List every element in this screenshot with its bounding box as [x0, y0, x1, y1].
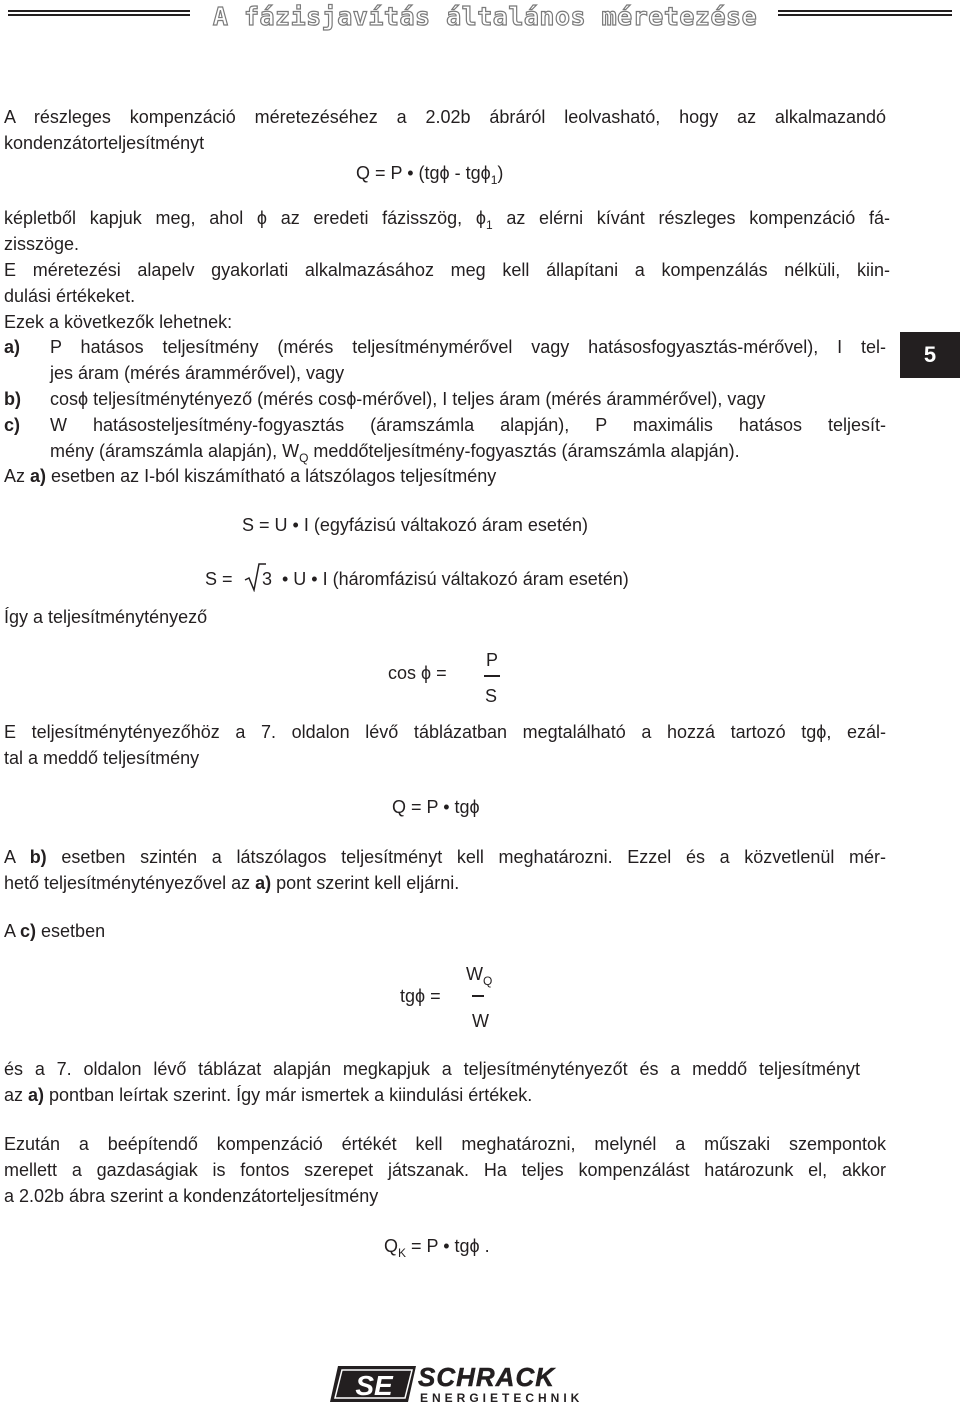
list-b-line-1: cosϕ teljesítménytényező (mérés cosϕ-mérővel), I teljes áram (mérés árammérővel), vagy [50, 389, 766, 409]
p1-line-2: kondenzátorteljesítményt [4, 133, 205, 153]
p1-line-1: A részleges kompenzáció méretezéséhez a 2.02b ábráról leolvasható, hogy az alkalmazandó [4, 107, 886, 127]
formula-three-phase-root: 3 [262, 569, 273, 589]
p6-line-1: A b) esetben szintén a látszólagos teljesítményt kell meghatározni. Ezzel és a közvetlenül mér- [4, 847, 887, 867]
formula-qk: $Q_K = P$ • tgϕ . [384, 1236, 490, 1260]
formula-three-phase-rhs: • U • I (háromfázisú váltakozó áram esetén) [282, 569, 629, 589]
formula-three-phase-lhs: S = [205, 569, 233, 589]
formula-tg-numerator: $W_Q$ [466, 964, 493, 988]
p2-line-3: E méretezési alapelv gyakorlati alkalmazásához meg kell állapítani a kompenzálás nélküli, kiin- [4, 260, 890, 280]
svg-text:SE: SE [355, 1370, 393, 1401]
p2-line-1: képletből kapjuk meg, ahol ϕ az eredeti fázisszög, $\phi_1$ az elérni kívánt részleges kompenzáció fá- [4, 208, 890, 232]
brand-name: SCHRACK [418, 1362, 555, 1392]
fraction-bar [472, 995, 484, 997]
p9-line-2: mellett a gazdaságiak is fontos szerepet játszanak. Ha teljes kompenzálást határozunk el, akkor [4, 1160, 886, 1180]
list-label-c: c) [4, 415, 21, 435]
page-header [0, 0, 960, 40]
brand-subtitle: ENERGIETECHNIK [420, 1391, 584, 1405]
p9-line-1: Ezután a beépítendő kompenzáció értékét kell meghatározni, melynél a műszaki szempontok [4, 1134, 886, 1154]
p5-line-2: tal a meddő teljesítmény [4, 748, 200, 768]
p8-line-2: az a) pontban leírtak szerint. Így már ismertek a kiindulási értékek. [4, 1085, 533, 1105]
formula-cos-numerator: P [486, 650, 499, 670]
list-a-line-2: jes áram (mérés árammérővel), vagy [50, 363, 345, 383]
p2-line-5: Ezek a következők lehetnek: [4, 312, 233, 332]
p3: Az a) esetben az I-ból kiszámítható a látszólagos teljesítmény [4, 466, 497, 486]
p4: Így a teljesítménytényező [4, 607, 208, 627]
list-c-line-1: W hatásosteljesítmény-fogyasztás (áramszámla alapján), P maximális hatásos teljesít- [50, 415, 886, 435]
formula-single-phase: S = U • I (egyfázisú váltakozó áram esetén) [242, 515, 588, 535]
header-rule-right [778, 10, 952, 16]
list-label-b: b) [4, 389, 21, 409]
fraction-bar [484, 675, 500, 677]
p6-line-2: hető teljesítménytényezővel az a) pont szerint kell eljárni. [4, 873, 460, 893]
formula-tg-denominator: W [472, 1011, 489, 1031]
header-rule-left [8, 10, 190, 16]
page-title: A fázisjavítás általános méretezése [212, 2, 758, 31]
p7: A c) esetben [4, 921, 106, 941]
p5-line-1: E teljesítménytényezőhöz a 7. oldalon lévő táblázatban megtalálható a hozzá tartozó tgϕ, ezál- [4, 722, 886, 742]
formula-cos-lhs: cos ϕ = [388, 663, 447, 683]
chapter-tab: 5 [900, 332, 960, 378]
formula-q-partial: Q = P • (tgϕ - tgϕ$_1$) [356, 163, 504, 187]
p2-line-2: zisszöge. [4, 234, 80, 254]
list-c-line-2: mény (áramszámla alapján), $W_Q$ meddőteljesítmény-fogyasztás (áramszámla alapján). [50, 441, 740, 465]
p2-line-4: dulási értékeket. [4, 286, 136, 306]
list-label-a: a) [4, 337, 21, 357]
p9-line-3: a 2.02b ábra szerint a kondenzátorteljesítmény [4, 1186, 379, 1206]
list-a-line-1: P hatásos teljesítmény (mérés teljesítménymérővel vagy hatásosfogyasztás-mérővel), I tel- [50, 337, 886, 357]
formula-cos-denominator: S [485, 686, 498, 706]
p8-line-1: és a 7. oldalon lévő táblázat alapján megkapjuk a teljesítménytényezőt és a meddő teljesítményt [4, 1059, 860, 1079]
formula-reactive: Q = P • tgϕ [392, 797, 480, 817]
formula-tg-lhs: tgϕ = [400, 986, 441, 1006]
